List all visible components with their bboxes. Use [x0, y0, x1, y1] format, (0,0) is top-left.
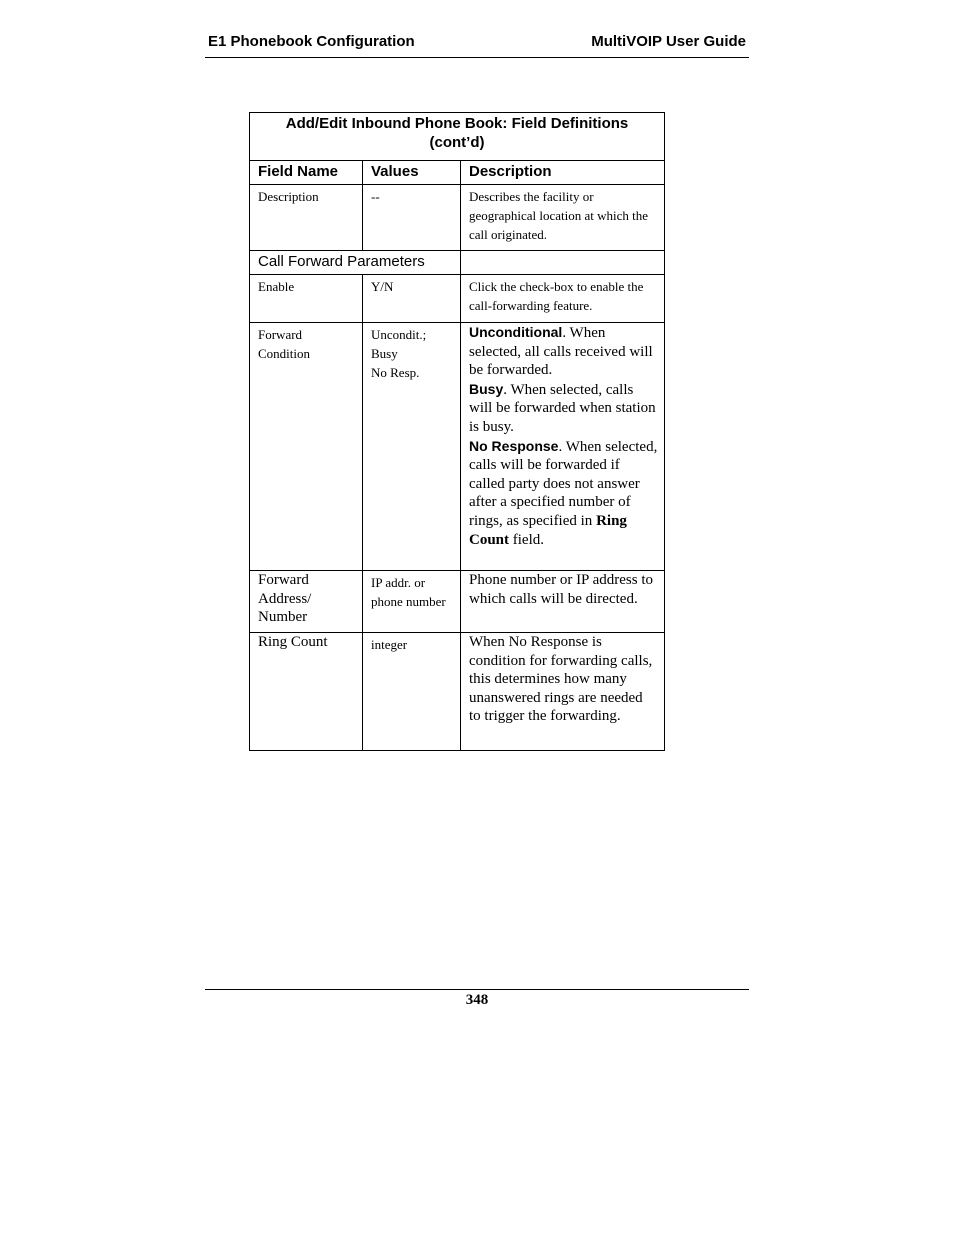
- table-title-line2: (cont’d): [429, 134, 485, 151]
- table-row: [250, 185, 665, 251]
- table-row: [250, 633, 665, 751]
- section-row: [250, 251, 665, 275]
- cell-description: When No Response is condition for forwarding calls, this determines how many unanswered rings are needed to trigger the forwarding.: [461, 633, 665, 751]
- table-row: [250, 323, 665, 571]
- column-header-values: Values: [363, 161, 461, 185]
- cell-field-name: Ring Count: [250, 633, 363, 751]
- cell-values: integer: [363, 633, 461, 751]
- cell-description: [461, 323, 665, 571]
- field-name-line: Forward: [258, 327, 303, 342]
- section-empty-cell: [461, 251, 665, 275]
- cell-values: [363, 323, 461, 571]
- table-title-row: [250, 113, 665, 161]
- cell-field-name: Enable: [250, 275, 363, 323]
- field-definitions-table: [249, 112, 665, 751]
- table-row: [250, 571, 665, 633]
- field-name-line: Condition: [258, 346, 311, 361]
- table-header-row: [250, 161, 665, 185]
- unconditional-label: Unconditional: [469, 324, 563, 340]
- no-response-text: . When selected, calls will be forwarded if called party does not answer after a specified number of rings, as specified in: [469, 438, 658, 529]
- cell-description: Phone number or IP address to which calls will be directed.: [461, 571, 665, 633]
- table-row: [250, 275, 665, 323]
- cell-description: Click the check-box to enable the call-forwarding feature.: [461, 275, 665, 323]
- footer-rule: [205, 989, 749, 990]
- table-title: [250, 113, 665, 161]
- cell-values: IP addr. or phone number: [363, 571, 461, 633]
- unconditional-text: . When selected, all calls received will be forwarded.: [469, 325, 653, 379]
- value-option: Busy: [371, 346, 398, 361]
- section-label: Call Forward Parameters: [250, 251, 461, 275]
- cell-field-name: Forward Address/ Number: [250, 571, 363, 633]
- busy-label: Busy: [469, 380, 504, 397]
- no-response-end: field.: [509, 531, 545, 548]
- header-section-title: E1 Phonebook Configuration: [208, 33, 415, 50]
- cell-values: --: [363, 185, 461, 251]
- busy-text: . When selected, calls will be forwarded when station is busy.: [469, 381, 656, 435]
- cell-values: Y/N: [363, 275, 461, 323]
- header-guide-title: MultiVOIP User Guide: [591, 33, 746, 50]
- column-header-field-name: Field Name: [250, 161, 363, 185]
- value-option: Uncondit.;: [371, 327, 427, 342]
- ring-count-reference: Ring Count: [469, 512, 627, 548]
- cell-field-name: Description: [250, 185, 363, 251]
- no-response-label: No Response: [469, 437, 559, 454]
- cell-description: Describes the facility or geographical location at which the call originated.: [461, 185, 665, 251]
- value-option: No Resp.: [371, 365, 420, 380]
- cell-field-name: [250, 323, 363, 571]
- page-number: 348: [465, 992, 489, 1008]
- column-header-description: Description: [461, 161, 665, 185]
- header-rule: [205, 57, 749, 58]
- table-title-line1: Add/Edit Inbound Phone Book: Field Definitions: [285, 115, 629, 132]
